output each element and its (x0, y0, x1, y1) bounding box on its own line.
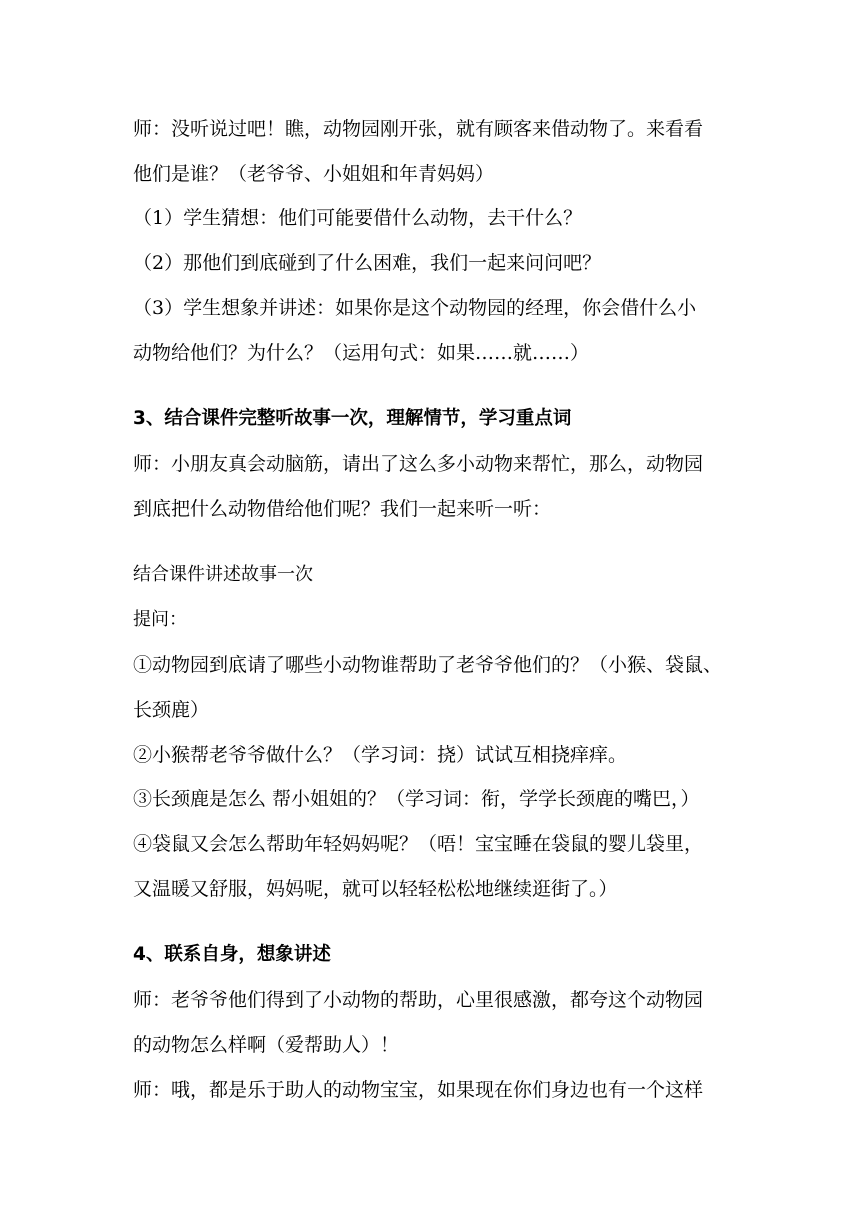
paragraph-line: 到底把什么动物借给他们呢？我们一起来听一听： (133, 498, 552, 520)
list-item: ②小猴帮老爷爷做什么？（学习词：挠）试试互相挠痒痒。 (133, 744, 628, 766)
paragraph-line: 长颈鹿） (133, 699, 210, 721)
section-heading: 3、结合课件完整听故事一次，理解情节，学习重点词 (133, 408, 572, 429)
paragraph-line: 他们是谁？（老爷爷、小姐姐和年青妈妈） (133, 163, 495, 185)
paragraph-line: 师：没听说过吧！瞧，动物园刚开张，就有顾客来借动物了。来看看 (133, 118, 704, 140)
list-item: ①动物园到底请了哪些小动物谁帮助了老爷爷他们的？（小猴、袋鼠、 (133, 654, 723, 676)
paragraph-line: 师：老爷爷他们得到了小动物的帮助，心里很感激，都夸这个动物园 (133, 989, 704, 1011)
list-item: （1）学生猜想：他们可能要借什么动物，去干什么？ (133, 207, 583, 229)
paragraph-line: 的动物怎么样啊（爱帮助人）！ (133, 1034, 400, 1056)
paragraph-line: 动物给他们？为什么？（运用句式：如果……就……） (133, 342, 590, 364)
list-item: ④袋鼠又会怎么帮助年轻妈妈呢？（唔！宝宝睡在袋鼠的婴儿袋里， (133, 833, 704, 855)
paragraph-line: 又温暖又舒服，妈妈呢，就可以轻轻松松地继续逛街了。） (133, 878, 618, 900)
paragraph-line: 结合课件讲述故事一次 (133, 564, 313, 585)
list-item: ③长颈鹿是怎么 帮小姐姐的？（学习词：衔，学学长颈鹿的嘴巴，） (133, 788, 700, 810)
list-item: （2）那他们到底碰到了什么困难，我们一起来问问吧？ (133, 252, 602, 274)
paragraph-line: 提问： (133, 609, 187, 630)
section-heading: 4、联系自身，想象讲述 (133, 944, 331, 965)
paragraph-line: 师：小朋友真会动脑筋，请出了这么多小动物来帮忙，那么，动物园 (133, 453, 704, 475)
list-item: （3）学生想象并讲述：如果你是这个动物园的经理，你会借什么小 (133, 297, 697, 319)
paragraph-line: 师：哦，都是乐于助人的动物宝宝，如果现在你们身边也有一个这样 (133, 1079, 704, 1101)
